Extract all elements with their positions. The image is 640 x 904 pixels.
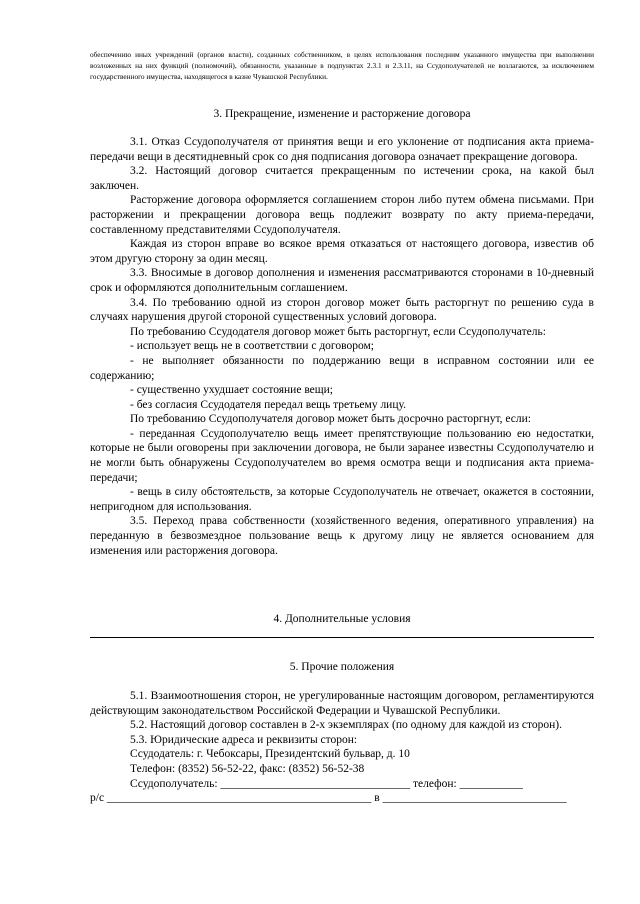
borrower-field-line: Ссудополучатель: _________________________________ телефон: ___________ [130, 777, 523, 790]
section-3-title: 3. Прекращение, изменение и расторжение договора [213, 108, 471, 120]
paragraph-lender-demand: По требованию Ссудодателя договор может быть расторгнут, если Ссудополучатель: [130, 325, 546, 338]
section-5-body [90, 689, 594, 806]
paragraph-3-2: 3.2. Настоящий договор считается прекращенным по истечении срока, на какой был заключен. [90, 165, 594, 192]
top-note-text: обеспечению иных учреждений (органов власти), созданных собственником, в целях использования последним указанного имущества при выполнении возложенных на них функций (полномочий), обязанности, указанные в подпунктах 2.3.1 и 2.3.11, на Ссудополучателей не возлагаются, за исключением государственного имущества, находящегося в казне Чувашской Республики. [90, 50, 594, 81]
paragraph-5-3: 5.3. Юридические адреса и реквизиты сторон: [130, 733, 358, 746]
list-item-misuse: - использует вещь не в соответствии с договором; [130, 340, 374, 353]
account-field-line: р/с ______________________________________________ в ________________________________ [90, 792, 567, 805]
paragraph-3-1: 3.1. Отказ Ссудополучателя от принятия вещи и его уклонение от подписания акта приема-передачи вещи в десятидневный срок со дня подписания договора означает прекращение договора. [90, 136, 594, 163]
paragraph-borrower-demand: По требованию Ссудополучателя договор может быть досрочно расторгнут, если: [130, 413, 531, 426]
paragraph-5-1: 5.1. Взаимоотношения сторон, не урегулированные настоящим договором, регламентируются действующим законодательством Российской Федерации и Чувашской Республики. [90, 690, 594, 717]
list-item-deterioration: - существенно ухудшает состояние вещи; [130, 384, 333, 397]
top-note [90, 49, 594, 82]
section-5-title: 5. Прочие положения [289, 661, 395, 673]
section-4-title: 4. Дополнительные условия [273, 613, 411, 625]
paragraph-5-2: 5.2. Настоящий договор составлен в 2-х экземплярах (по одному для каждой из сторон). [130, 719, 562, 732]
list-item-defects: - переданная Ссудополучателю вещь имеет препятствующие пользованию ею недостатки, которые не были оговорены при заключении договора, не были заранее известны Ссудополучателю и не могли быть обнаружены Ссудополучателем во время осмотра вещи и подписания акта приема-передачи; [90, 427, 594, 484]
section-divider [90, 637, 594, 638]
paragraph-3-3: 3.3. Вносимые в договор дополнения и изменения рассматриваются сторонами в 10-дневный срок и оформляются дополнительным соглашением. [90, 267, 594, 294]
lender-address: Ссудодатель: г. Чебоксары, Президентский бульвар, д. 10 [130, 748, 410, 761]
section-3-body [90, 135, 594, 558]
lender-phone: Телефон: (8352) 56-52-22, факс: (8352) 56-52-38 [130, 762, 365, 775]
list-item-maintenance: - не выполняет обязанности по поддержанию вещи в исправном состоянии или ее содержанию; [90, 354, 594, 382]
paragraph-termination: Расторжение договора оформляется соглашением сторон либо путем обмена письмами. При расторжении и прекращении договора вещь подлежит возврату по акту приема-передачи, составленному представителями Ссудополучателя. [90, 194, 594, 236]
list-item-unusable: - вещь в силу обстоятельств, за которые Ссудополучатель не отвечает, окажется в состоянии, непригодном для использования. [90, 486, 594, 513]
paragraph-refusal: Каждая из сторон вправе во всякое время отказаться от настоящего договора, известив об этом другую сторону за один месяц. [90, 238, 594, 265]
paragraph-3-5: 3.5. Переход права собственности (хозяйственного ведения, оперативного управления) на переданную в безвозмездное пользование вещь к другому лицу не является основанием для изменения или расторжения договора. [90, 515, 594, 557]
paragraph-3-4: 3.4. По требованию одной из сторон договор может быть расторгнут по решению суда в случаях нарушения другой стороной существенных условий договора. [90, 296, 594, 324]
list-item-transfer: - без согласия Ссудодателя передал вещь третьему лицу. [130, 398, 406, 411]
